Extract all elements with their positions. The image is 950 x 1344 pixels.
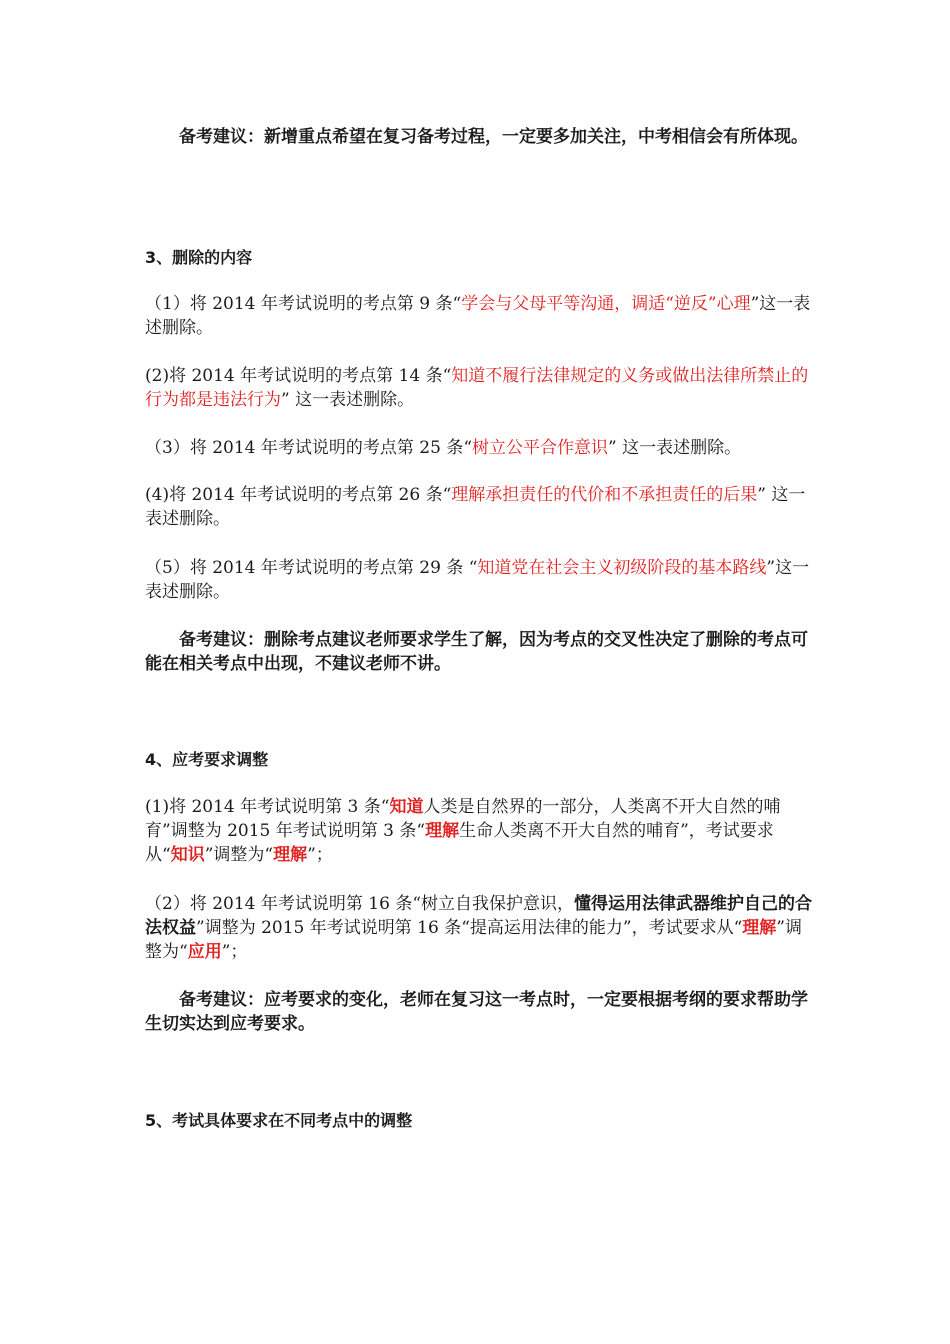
deleted-item-2-text: 知道不履行法律规定的义务或做出法律所禁止的行为都是违法行为: [145, 366, 809, 410]
deleted-item-5: （5）将 2014 年考试说明的考点第 29 条 “知道党在社会主义初级阶段的基本路线”这一表述删除。: [145, 558, 810, 602]
adjust-item-1: (1)将 2014 年考试说明第 3 条“知道人类是自然界的一部分，人类离不开大自然的哺育”调整为 2015 年考试说明第 3 条“理解生命人类离不开大自然的哺育”，考试要求从“知识”调整为“理解”；: [145, 797, 781, 865]
advice-new-points: 备考建议：新增重点希望在复习备考过程，一定要多加关注，中考相信会有所体现。: [179, 127, 808, 147]
deleted-item-1-text: 学会与父母平等沟通，调适“逆反”心理: [461, 294, 751, 314]
adjust-item-2: （2）将 2014 年考试说明第 16 条“树立自我保护意识，懂得运用法律武器维护自己的合法权益”调整为 2015 年考试说明第 16 条“提高运用法律的能力”，考试要求从“理解”调整为“应用”；: [145, 894, 813, 962]
deleted-item-4: (4)将 2014 年考试说明的考点第 26 条“理解承担责任的代价和不承担责任的后果” 这一表述删除。: [145, 485, 806, 529]
advice-requirement-change: 备考建议：应考要求的变化，老师在复习这一考点时，一定要根据考纲的要求帮助学生切实达到应考要求。: [145, 990, 808, 1034]
deleted-item-5-text: 知道党在社会主义初级阶段的基本路线: [477, 558, 767, 578]
section-3-heading: 3、删除的内容: [145, 248, 253, 267]
deleted-item-3: （3）将 2014 年考试说明的考点第 25 条“树立公平合作意识” 这一表述删除。: [145, 438, 742, 458]
deleted-item-1: （1）将 2014 年考试说明的考点第 9 条“学会与父母平等沟通，调适“逆反”心理”这一表述删除。: [145, 294, 811, 338]
deleted-item-4-text: 理解承担责任的代价和不承担责任的后果: [451, 485, 758, 505]
deleted-item-2: (2)将 2014 年考试说明的考点第 14 条“知道不履行法律规定的义务或做出法律所禁止的行为都是违法行为” 这一表述删除。: [145, 366, 809, 410]
advice-deleted-points: 备考建议：删除考点建议老师要求学生了解，因为考点的交叉性决定了删除的考点可能在相关考点中出现，不建议老师不讲。: [145, 630, 808, 674]
deleted-item-3-text: 树立公平合作意识: [472, 438, 609, 458]
section-5-heading: 5、考试具体要求在不同考点中的调整: [145, 1111, 413, 1130]
section-4-heading: 4、应考要求调整: [145, 750, 269, 769]
